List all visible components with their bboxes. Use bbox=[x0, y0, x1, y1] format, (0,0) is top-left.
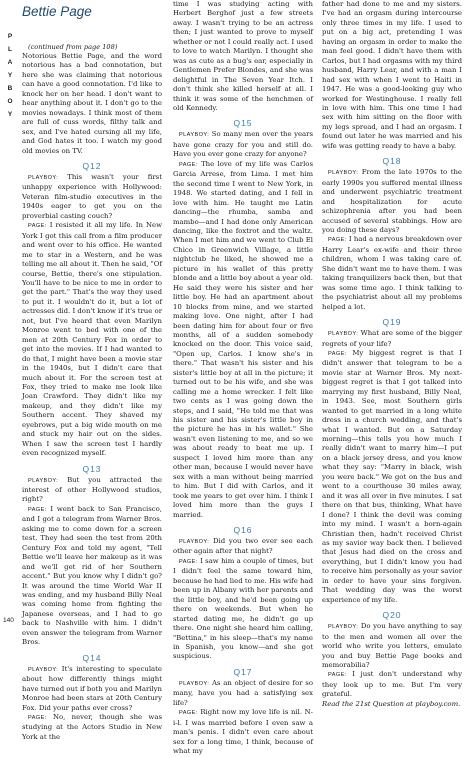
speaker-label: PAGE: bbox=[328, 672, 347, 679]
speaker-label: PAGE: bbox=[179, 710, 198, 717]
answer-text: I resisted it all my life. In New York I got this call from a film producer and went over to his office. He wanted me to star in a Western, and he was telling me all about it. Then he said, "Of course, Bettie, there's one stipulation. You'll have to be nice to me in order to get the part." That's the way they used to put it. I wouldn't do it, but a lot of actresses did. I don't know if it's true or not, but I've heard that even Marilyn Monroe went to bed with one of the men at 20th Century Fox in order to get into the movies. If I had wanted to do that, I might have been a movie star in the 1940s, but I didn't care that much about it. For the screen test at Fox, they tried to make me look like Joan Crawford. They didn't like my makeup, and they didn't like my Southern accent. They shaved my eyebrows, put a big wide mouth on me and stuck my hair out on the sides. When I saw the screen test I hardly even recognized myself. bbox=[22, 221, 162, 458]
spine-letter: Y bbox=[7, 72, 13, 79]
spine-letter: O bbox=[7, 98, 13, 105]
speaker-label: PLAYBOY: bbox=[179, 680, 210, 687]
answer-text: No, never, though she was studying at the Actors Studio in New York at the bbox=[22, 713, 162, 741]
question-number: Q13 bbox=[82, 463, 102, 474]
speaker-label: PAGE: bbox=[28, 223, 47, 230]
column-2 bbox=[173, 0, 313, 757]
question-text: Do you have anything to say to the men and women all over the world who write you letters, emulate you and buy Bettie Page books and memorabilia? bbox=[322, 622, 462, 669]
question-number: Q15 bbox=[233, 118, 253, 129]
column-1 bbox=[22, 0, 162, 742]
question-number: Q19 bbox=[382, 317, 402, 328]
continued-paragraph: time I was studying acting with Herbert Berghof just a few streets away. I wasn't trying to be an actress then; I just wanted to prove to myself whether or not I could really act. I used to love to watch Marilyn. I thought she was as cute as a bug's ear, especially in Gentlemen Prefer Blondes, and she was delightful in The Seven Year Itch. I don't think she killed herself at all. I think it was some of the henchmen of old Kennedy. bbox=[173, 0, 313, 112]
question-number: Q17 bbox=[233, 666, 253, 677]
answer-text: I had a nervous breakdown over Harry Lear's ex-wife and their three children, whom I was taking care of. She didn't want me to have them. I was taking tranquilizers back then, but that was some time ago. I think talking to the psychiatrist about all my problems helped a lot. bbox=[322, 235, 462, 311]
speaker-label: PAGE: bbox=[179, 161, 198, 168]
question-number: Q14 bbox=[82, 652, 102, 663]
answer-text: The love of my life was Carlos Garcia Arrese, from Lima. I met him the second time I went to New York, in 1948. We started dating, and I fell in love with him. He taught me Latin dancing—the rhumba, samba and mambo—and I had done only American dancing, like the foxtrot and the waltz. When I met him and we went to Club El Chico in Greenwich Village, a little nightclub he liked, he showed me a picture in his wallet of this pretty blonde and a little boy about a year old. He said they were his sister and her little boy. He had an apartment about 10 blocks from mine, and we started making love. One night, after I had been dating him for about four or five months, all of a sudden somebody knocked on the door. This voice said, "Open up, Carlos. I know she's in there." That wasn't his sister and his sister's little boy at all in the picture; it turned out to be his wife, and she was calling me a home wrecker. I felt like two cents as I was going down the steps, and I said, "He told me that was his sister and his sister's little boy in the picture he has in his wallet." She wasn't even listening to me, and so we was about ready to beat me up. I suspect I loved him more than any other man, because I would never have sex with a man without being married to him. But I did with Carlos, and it took me years to get over him. I think I loved him more than the guys I married. bbox=[173, 159, 313, 519]
question-text: From the late 1970s to the early 1990s you suffered mental illness and underwent psychiatric treatment and hospitalization for acute schizophrenia after you had been accused of several stabbings. How are you doing these days? bbox=[322, 168, 462, 234]
answer-text: Right now my love life is nil. N-i-l. I was married before I even saw a man's penis. I didn't even care about sex for a long time, I think, because of what my bbox=[173, 708, 313, 756]
continued-paragraph: father had done to me and my sisters. I've had an orgasm during intercourse only three times in my life. I used to put on a big act, pretending I was having an orgasm in order to make the man feel good. I didn't have them with Carlos, but I had orgasms with my third husband, Harry Lear, and with a man I had sex with when I went to Haiti in 1947. He was a good-looking guy who worked for Westinghouse. I really fell in love with him. This one time I had sex with him sitting on the floor with my legs spread, and I had an orgasm. I found out later he was married and his wife was getting ready to have a baby. bbox=[322, 0, 462, 150]
speaker-label: PLAYBOY: bbox=[28, 477, 59, 484]
speaker-label: PAGE: bbox=[328, 237, 347, 244]
speaker-label: PLAYBOY: bbox=[328, 331, 359, 338]
speaker-label: PLAYBOY: bbox=[28, 666, 59, 673]
question-text: This wasn't your first unhappy experience with Hollywood: Veteran film-studio executives in the 1940s eager to get you on the proverbial casting couch? bbox=[22, 172, 162, 220]
answer-text: I saw him a couple of times, but I didn't feel the same toward him, because he had lied to me. His wife had been up in Albany with her parents and the little boy, and he'd been going up there on weekends. But when he started dating me, he didn't go up there. One night she heard him calling, "Bettina," in his sleep—that's my name in Spanish, you know—and she got suspicious. bbox=[173, 556, 313, 661]
article-title: Bettie Page bbox=[22, 4, 92, 19]
speaker-label: PLAYBOY: bbox=[179, 132, 210, 139]
speaker-label: PAGE: bbox=[28, 715, 47, 721]
page-number: 140 bbox=[3, 617, 14, 624]
speaker-label: PLAYBOY: bbox=[328, 170, 359, 177]
spine-letter: Y bbox=[7, 111, 13, 118]
magazine-spine-label bbox=[5, 30, 15, 121]
speaker-label: PLAYBOY: bbox=[179, 539, 210, 546]
question-text: So many men over the years have gone crazy for you and still do. Have you ever gone crazy for anyone? bbox=[173, 130, 313, 159]
question-number: Q16 bbox=[233, 525, 253, 536]
spine-letter: B bbox=[7, 85, 13, 92]
spine-letter: A bbox=[7, 59, 13, 66]
answer-text: I went back to San Francisco, and I got a telegram from Warner Bros. asking me to come down for a screen test. They had seen the test from 20th Century Fox and told my agent, "Tell Bettie we'll leave her makeup as it was and we'll get rid of her Southern accent." But you know why I didn't go? It was around the time World War II was ending, and my husband Billy Neal was coming home from fighting the Japanese overseas, and I had to go back to Nashville with him. I didn't even answer the telegram from Warner Bros. bbox=[22, 504, 162, 647]
spine-letter: P bbox=[7, 33, 13, 40]
answer-text: My biggest regret is that I didn't answer that telegram to be a movie star at Warner Bros. My next-biggest regret is that I got talked into marrying my first husband, Billy Neal, in 1943. See, most Southern girls wanted to get married in a long white dress in a church wedding, and that's what I wanted. But on a Saturday morning—this tells you how much I really didn't want to marry him—I put on a black jersey dress, and you know what they say: "Marry in black, wish you were back." We got on the bus and went to a courthouse 30 miles away, and it was all over in five minutes. I sat there on that bus, thinking, What have I done? I think the devil was coming into my mind. I wasn't a born-again Christian then, hadn't received Christ as my savior way back then. I believed that Jesus had died on the cross and everything, but I didn't know you had to receive him personally as your savior in order to have your sins forgiven. That wedding day was the worst experience of my life. bbox=[322, 348, 462, 604]
footer-note: Read the 21st Question at playboy.com. bbox=[322, 699, 461, 708]
question-number: Q18 bbox=[382, 156, 402, 167]
column-3 bbox=[322, 0, 462, 709]
question-text: It's interesting to speculate about how differently things might have turned out if both you and Marilyn Monroe had been stars at 20th Century Fox. Did your paths ever cross? bbox=[22, 664, 162, 712]
speaker-label: PAGE: bbox=[179, 558, 198, 565]
intro-paragraph: Notorious Bettie Page, and the word notorious has a bad connotation, but here she was claiming that notorious can have a good connotation. I'd like to knock her on her head. I don't want to hear anything about it. I don't go to the movies nowadays. I think most of them are full of cuss words, filthy talk and sex, and I've hated cursing all my life, and God hates it too. I watch my good old movies on TV. bbox=[22, 52, 162, 155]
question-text: Did you two ever see each other again after that night? bbox=[173, 537, 313, 556]
question-number: Q20 bbox=[382, 610, 402, 621]
answer-text: I just don't understand why they look up to me. But I'm very grateful. bbox=[322, 670, 462, 699]
question-number: Q12 bbox=[82, 160, 102, 171]
continued-note: (continued from page 108) bbox=[28, 43, 118, 51]
question-text: But you attracted the interest of other Hollywood studios, right? bbox=[22, 475, 162, 504]
speaker-label: PLAYBOY: bbox=[28, 174, 59, 181]
speaker-label: PLAYBOY: bbox=[328, 624, 359, 631]
speaker-label: PAGE: bbox=[28, 506, 47, 513]
speaker-label: PAGE: bbox=[328, 350, 347, 357]
question-text: As an object of desire for so many, have you had a satisfying sex life? bbox=[173, 678, 313, 707]
question-text: What are some of the bigger regrets of your life? bbox=[322, 329, 462, 348]
spine-letter: L bbox=[8, 46, 12, 53]
